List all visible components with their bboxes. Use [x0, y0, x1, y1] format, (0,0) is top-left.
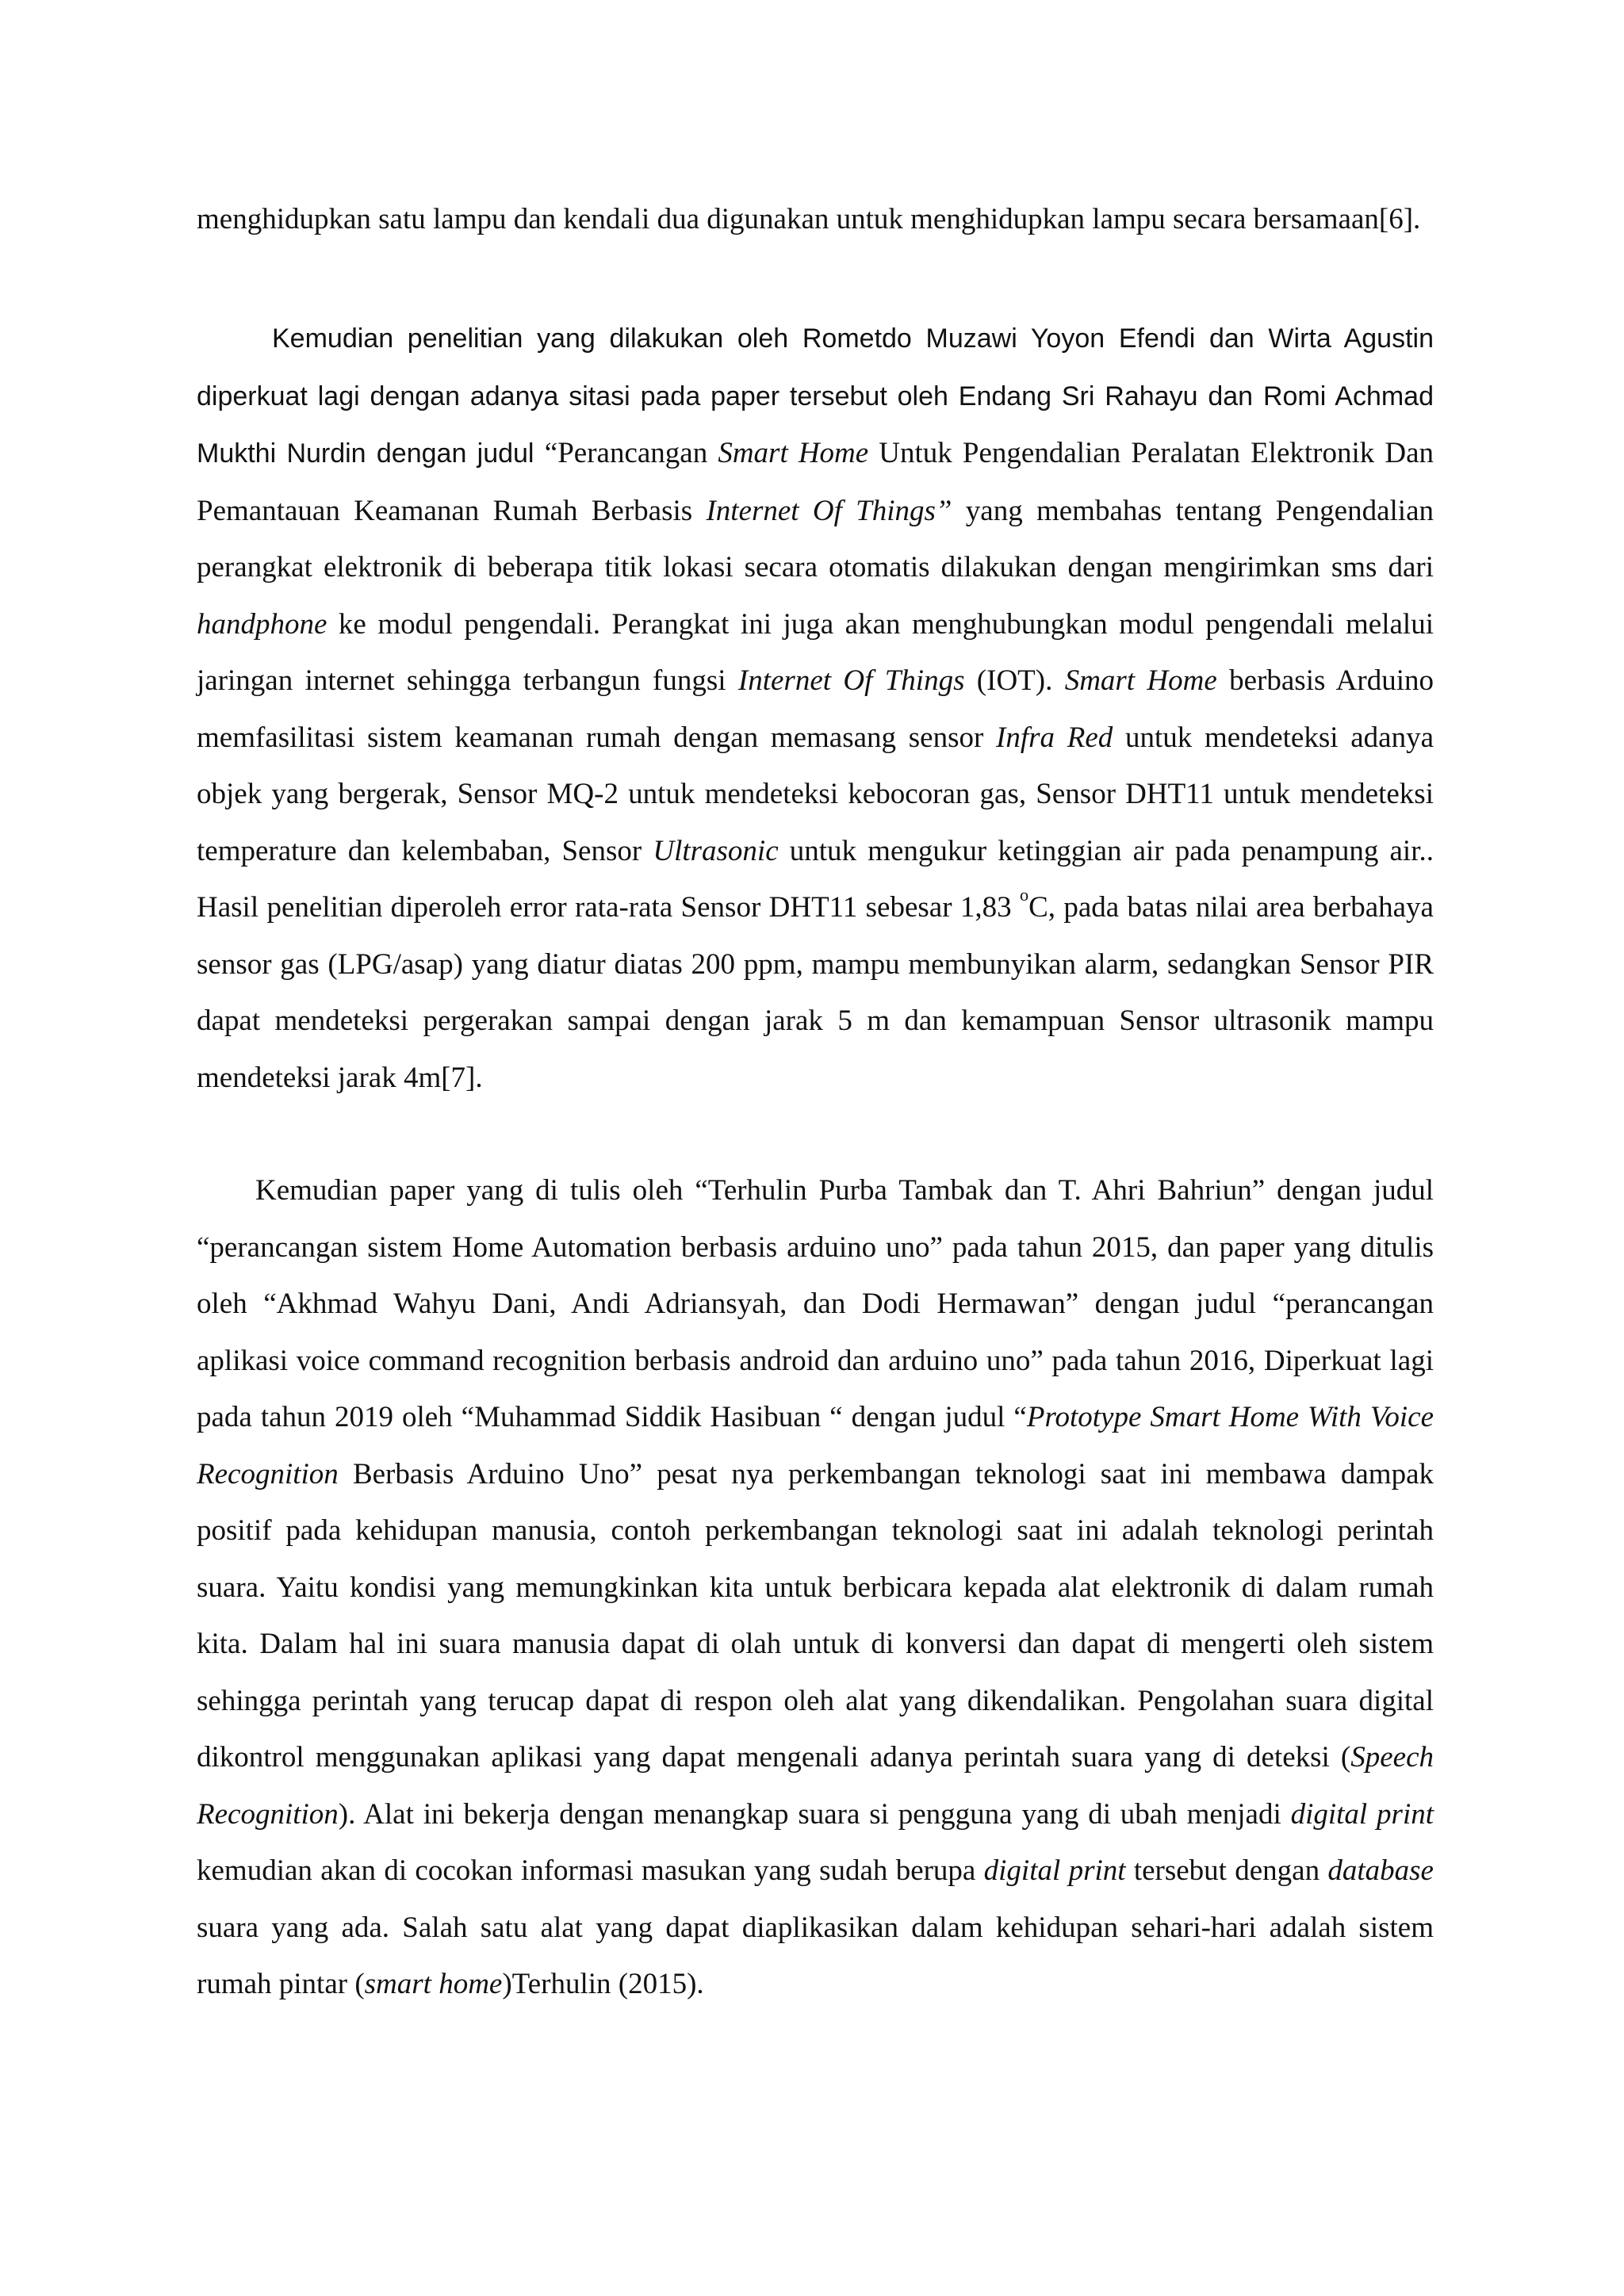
degree-superscript: o — [1019, 885, 1029, 905]
italic-term: Infra Red — [996, 721, 1113, 754]
text-run: ). Alat ini bekerja dengan menangkap suara si pengguna yang di ubah menjadi — [338, 1797, 1291, 1831]
italic-term: digital print — [983, 1854, 1126, 1887]
italic-term: handphone — [197, 607, 327, 641]
paragraph-2 — [197, 310, 1434, 1106]
text-run: kemudian akan di cocokan informasi masukan yang sudah berupa — [197, 1854, 984, 1887]
text-run: Berbasis Arduino Uno” pesat nya perkembangan teknologi saat ini membawa dampak positif pada kehidupan manusia, contoh perkembangan teknologi saat ini adalah teknologi perintah suara. Yaitu kondisi yang memungkinkan kita untuk berbicara kepada alat elektronik di dalam rumah kita. Dalam hal ini suara manusia dapat di olah untuk di konversi dan dapat di mengerti oleh sistem sehingga perintah yang terucap dapat di respon oleh alat yang dikendalikan. Pengolahan suara digital dikontrol menggunakan aplikasi yang dapat mengenali adanya perintah suara yang di deteksi ( — [197, 1457, 1434, 1774]
italic-term: smart home — [364, 1968, 503, 2000]
text-run: Untuk Pengendalian Peralatan Elektronik Dan Pemantauan Keamanan Rumah Berbasis — [197, 437, 1434, 527]
italic-term: Smart Home — [718, 437, 869, 469]
text-run: yang membahas tentang Pengendalian perangkat elektronik di beberapa titik lokasi secara otomatis dilakukan dengan mengirimkan sms dari — [197, 494, 1434, 584]
text-run: (IOT). — [964, 664, 1065, 697]
text-run: C, pada batas nilai area berbahaya sensor gas (LPG/asap) yang diatur diatas 200 ppm, mampu membunyikan alarm, sedangkan Sensor PIR dapat mendeteksi pergerakan sampai dengan jarak 5 m dan kemampuan Sensor ultrasonik mampu mendeteksi jarak 4m[7]. — [197, 891, 1434, 1094]
italic-term: Internet Of Things — [737, 664, 965, 697]
italic-term: Ultrasonic — [653, 834, 779, 867]
text-run: untuk mendeteksi adanya objek yang bergerak, Sensor MQ-2 untuk mendeteksi kebocoran gas, Sensor DHT11 untuk mendeteksi temperature dan kelembaban, Sensor — [197, 721, 1434, 867]
text-run: “Perancangan — [544, 437, 718, 469]
text-run: berbasis Arduino memfasilitasi sistem keamanan rumah dengan memasang sensor — [197, 664, 1434, 754]
text-run: suara yang ada. Salah satu alat yang dapat diaplikasikan dalam kehidupan sehari-hari adalah sistem rumah pintar ( — [197, 1911, 1434, 2000]
text-run: Kemudian paper yang di tulis oleh “Terhulin Purba Tambak dan T. Ahri Bahriun” dengan judul “perancangan sistem Home Automation berbasis arduino uno” pada tahun 2015, dan paper yang ditulis oleh “Akhmad Wahyu Dani, Andi Adriansyah, dan Dodi Hermawan” dengan judul “perancangan aplikasi voice command recognition berbasis android dan arduino uno” pada tahun 2016, Diperkuat lagi pada tahun 2019 oleh “Muhammad Siddik Hasibuan “ dengan judul “ — [197, 1174, 1434, 1433]
italic-term: database — [1327, 1854, 1434, 1887]
paragraph-3 — [197, 1162, 1434, 2013]
text-run: )Terhulin (2015). — [502, 1968, 704, 2000]
text-run: ke modul pengendali. Perangkat ini juga akan menghubungkan modul pengendali melalui jaringan internet sehingga terbangun fungsi — [197, 607, 1434, 697]
text-run: Kemudian penelitian yang dilakukan oleh Rometdo Muzawi Yoyon Efendi dan Wirta Agustin diperkuat lagi dengan adanya sitasi pada paper tersebut oleh Endang Sri Rahayu dan Romi Achmad Mukthi Nurdin dengan judul — [197, 323, 1434, 469]
italic-term: Speech Recognition — [197, 1741, 1434, 1831]
italic-term: Internet Of Things” — [706, 494, 952, 527]
text-run: untuk mengukur ketinggian air pada penampung air.. Hasil penelitian diperoleh error rata-rata Sensor DHT11 sebesar 1,83 — [197, 834, 1434, 924]
italic-term: digital print — [1290, 1797, 1434, 1831]
text-run: menghidupkan satu lampu dan kendali dua digunakan untuk menghidupkan lampu secara bersamaan[6]. — [197, 203, 1421, 235]
text-run: tersebut dengan — [1125, 1854, 1328, 1887]
paragraph-1 — [197, 191, 1434, 248]
italic-term: Smart Home — [1064, 664, 1217, 697]
italic-term: Prototype Smart Home With Voice Recognition — [197, 1401, 1434, 1490]
